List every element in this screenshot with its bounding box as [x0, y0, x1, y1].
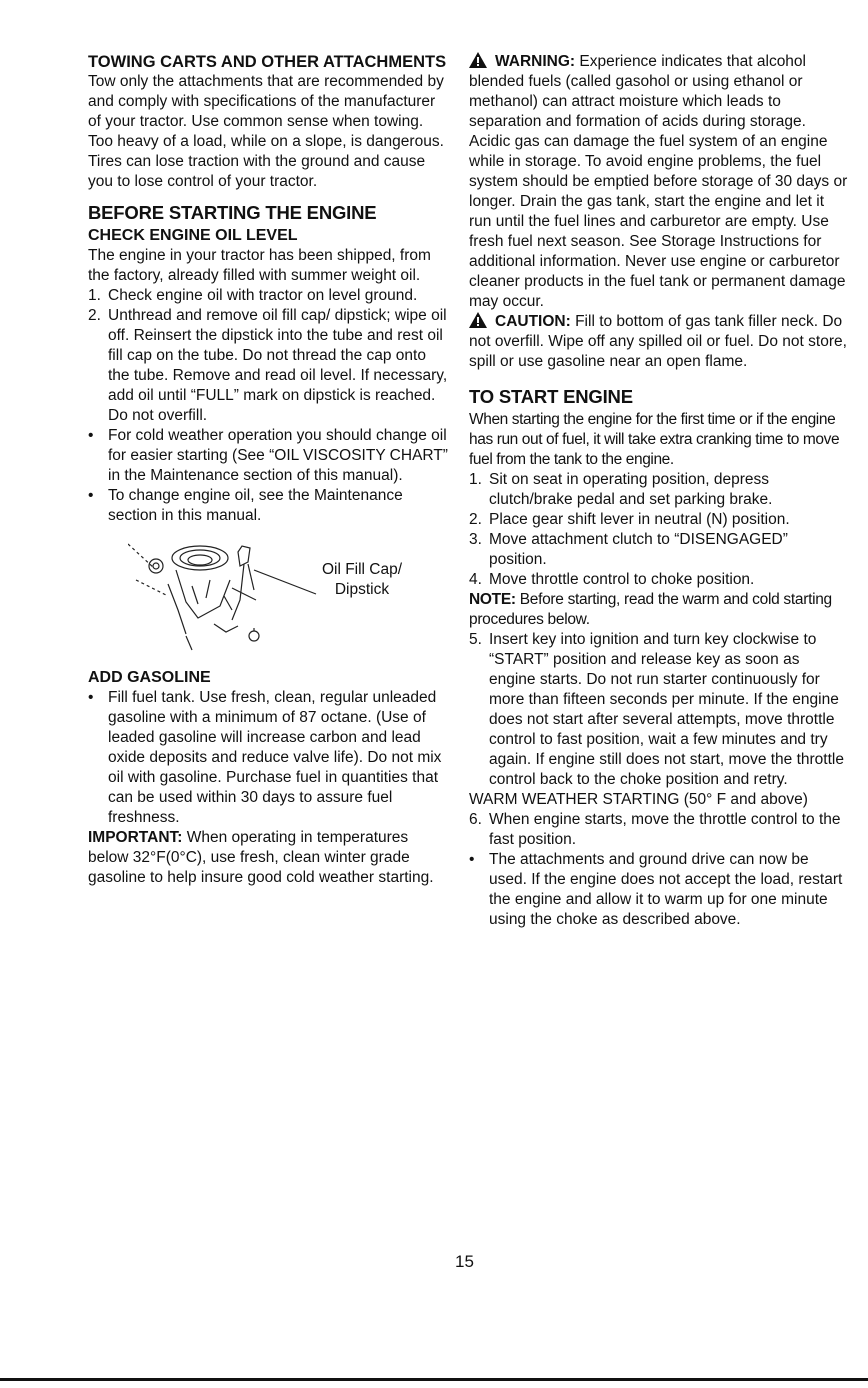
list-item	[469, 570, 849, 590]
before-starting-heading: BEFORE STARTING THE ENGINE	[88, 202, 377, 223]
list-item	[88, 306, 450, 426]
oil-steps-list	[88, 286, 450, 526]
list-marker: 4.	[469, 571, 482, 588]
list-item	[469, 630, 849, 790]
caution-label: CAUTION:	[495, 313, 571, 330]
list-marker: 1.	[88, 287, 101, 304]
warm-weather-heading: WARM WEATHER STARTING (50° F and above)	[469, 791, 808, 808]
list-item	[469, 850, 849, 930]
important-paragraph	[88, 828, 450, 888]
warning-text: Experience indicates that alcohol blended fuels (called gasohol or using ethanol or methanol) can attract moisture which leads to separation and formation of acids during storage. Acidic gas can damage the fuel system of an engine while in storage. To avoid engine problems, the fuel system should be emptied before storage of 30 days or longer. Drain the gas tank, start the engine and let it run until the fuel lines and carburetor are empty. Use fresh fuel next season. See Storage Instructions for additional information. Never use engine or carburetor cleaner products in the fuel tank or permanent damage may occur.	[469, 53, 848, 310]
warm-weather-list	[469, 810, 849, 930]
engine-oil-cap-illustration	[128, 540, 318, 652]
start-intro-paragraph: When starting the engine for the first time or if the engine has run out of fuel, it will take extra cranking time to move fuel from the tank to the engine.	[469, 411, 840, 468]
towing-paragraph: Tow only the attachments that are recommended by and comply with specifications of the manufacturer of your tractor. Use common sense when towing. Too heavy of a load, while on a slope, is dangerous. Tires can lose traction with the ground and cause you to lose control of your tractor.	[88, 73, 444, 190]
list-item-text: When engine starts, move the throttle control to the fast position.	[489, 811, 841, 848]
list-item-text: Move throttle control to choke position.	[489, 571, 755, 588]
important-label: IMPORTANT:	[88, 829, 183, 846]
oil-fill-cap-figure	[88, 540, 450, 652]
list-item-text: The attachments and ground drive can now be used. If the engine does not accept the load, restart the engine and allow it to warm up for one minute using the choke as described above.	[489, 851, 843, 928]
note-label: NOTE:	[469, 591, 516, 608]
add-gasoline-heading: ADD GASOLINE	[88, 669, 211, 686]
list-item	[469, 810, 849, 850]
list-marker: 5.	[469, 631, 482, 648]
list-marker: •	[469, 851, 475, 868]
list-item-text: Move attachment clutch to “DISENGAGED” position.	[489, 531, 788, 568]
list-marker: 2.	[88, 307, 101, 324]
list-item-text: Fill fuel tank. Use fresh, clean, regular unleaded gasoline with a minimum of 87 octane. (Use of leaded gasoline will increase carbon and lead oxide deposits and reduce valve life). Do not mix oil with gasoline. Purchase fuel in quantities that can be used within 30 days to assure fuel freshness.	[108, 689, 442, 826]
warning-triangle-icon	[469, 52, 487, 68]
list-item	[469, 510, 849, 530]
list-marker: •	[88, 689, 94, 706]
list-item	[88, 286, 450, 306]
list-item-text: Unthread and remove oil fill cap/ dipstick; wipe oil off. Reinsert the dipstick into the tube and rest oil fill cap on the tube. Do not thread the cap onto the tube. Remove and read oil level. If necessary, add oil until “FULL” mark on dipstick is reached. Do not overfill.	[108, 307, 448, 424]
list-item-text: Place gear shift lever in neutral (N) position.	[489, 511, 790, 528]
list-item	[88, 688, 450, 828]
important-text: When operating in temperatures below 32°F(0°C), use fresh, clean winter grade gasoline to help insure good cold weather starting.	[88, 829, 434, 886]
list-marker: 3.	[469, 531, 482, 548]
warning-label: WARNING:	[495, 53, 576, 70]
gasoline-list	[88, 688, 450, 828]
to-start-engine-heading: TO START ENGINE	[469, 386, 633, 407]
list-marker: 6.	[469, 811, 482, 828]
list-item-text: For cold weather operation you should change oil for easier starting (See “OIL VISCOSITY CHART” in the Maintenance section of this manual).	[108, 427, 448, 484]
left-column	[88, 52, 450, 888]
note-paragraph	[469, 590, 849, 630]
start-steps-list	[469, 470, 849, 590]
oil-intro-paragraph: The engine in your tractor has been shipped, from the factory, already filled with summer weight oil.	[88, 247, 431, 284]
list-item	[88, 426, 450, 486]
list-item-text: To change engine oil, see the Maintenance section in this manual.	[108, 487, 403, 524]
list-marker: •	[88, 427, 94, 444]
list-marker: 1.	[469, 471, 482, 488]
caution-text: Fill to bottom of gas tank filler neck. Do not overfill. Wipe off any spilled oil or fuel. Do not store, spill or use gasoline near an open flame.	[469, 313, 847, 370]
list-item-text: Check engine oil with tractor on level ground.	[108, 287, 418, 304]
list-item	[88, 486, 450, 526]
page-bottom-rule	[0, 1378, 868, 1381]
list-item-text: Sit on seat in operating position, depress clutch/brake pedal and set parking brake.	[489, 471, 773, 508]
list-marker: •	[88, 487, 94, 504]
page-number: 15	[455, 1252, 474, 1271]
list-marker: 2.	[469, 511, 482, 528]
list-item	[469, 470, 849, 510]
list-item-text: Insert key into ignition and turn key clockwise to “START” position and release key as soon as engine starts. Do not run starter continuously for more than fifteen seconds per minute. If the engine does not start after several attempts, move throttle control to fast position, wait a few minutes and try again. If engine still does not start, move the throttle control back to the choke position and retry.	[489, 631, 844, 788]
right-column	[469, 52, 849, 930]
warning-paragraph	[469, 52, 849, 312]
list-item	[469, 530, 849, 570]
note-text: Before starting, read the warm and cold starting procedures below.	[469, 591, 832, 628]
caution-triangle-icon	[469, 312, 487, 328]
start-steps-list-continued	[469, 630, 849, 790]
towing-heading: TOWING CARTS AND OTHER ATTACHMENTS	[88, 53, 447, 71]
caution-paragraph	[469, 312, 849, 372]
oil-fill-cap-label: Oil Fill Cap/ Dipstick	[321, 561, 403, 598]
check-oil-heading: CHECK ENGINE OIL LEVEL	[88, 227, 298, 244]
